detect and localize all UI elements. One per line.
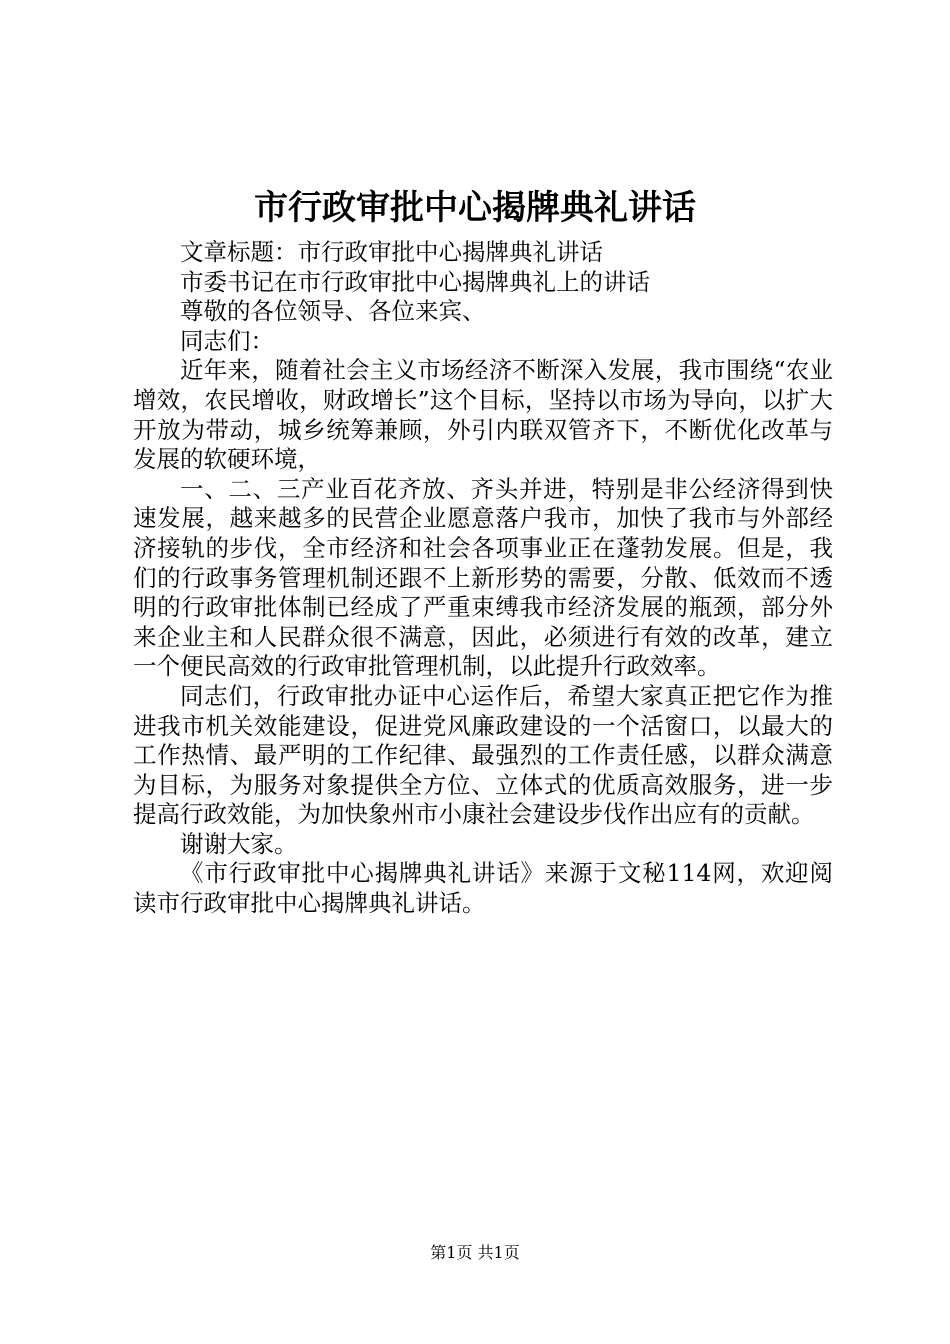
paragraph: 近年来，随着社会主义市场经济不断深入发展，我市围绕“农业增效，农民增收，财政增长”这个目标，坚持以市场为导向，以扩大开放为带动，城乡统筹兼顾，外引内联双管齐下，不断优化改革与发展的软硬环境， (133, 356, 833, 474)
paragraph: 一、二、三产业百花齐放、齐头并进，特别是非公经济得到快速发展，越来越多的民营企业愿意落户我市，加快了我市与外部经济接轨的步伐，全市经济和社会各项事业正在蓬勃发展。但是，我们的行政事务管理机制还跟不上新形势的需要，分散、低效而不透明的行政审批体制已经成了严重束缚我市经济发展的瓶颈，部分外来企业主和人民群众很不满意，因此，必须进行有效的改革，建立一个便民高效的行政审批管理机制，以此提升行政效率。 (133, 474, 833, 681)
source-note: 《市行政审批中心揭牌典礼讲话》来源于文秘114网，欢迎阅读市行政审批中心揭牌典礼讲话。 (133, 859, 833, 918)
page-number: 第1页 共1页 (430, 1243, 520, 1262)
salutation: 尊敬的各位领导、各位来宾、 (180, 297, 486, 326)
paragraph: 同志们，行政审批办证中心运作后，希望大家真正把它作为推进我市机关效能建设，促进党风廉政建设的一个活窗口，以最大的工作热情、最严明的工作纪律、最强烈的工作责任感，以群众满意为目标，为服务对象提供全方位、立体式的优质高效服务，进一步提高行政效能，为加快象州市小康社会建设步伐作出应有的贡献。 (133, 681, 833, 829)
salutation-comrades: 同志们： (180, 326, 274, 355)
document-body (133, 238, 833, 919)
article-title-line: 文章标题：市行政审批中心揭牌典礼讲话 (180, 238, 603, 266)
speech-subtitle: 市委书记在市行政审批中心揭牌典礼上的讲话 (180, 267, 650, 296)
closing-thanks: 谢谢大家。 (180, 829, 298, 858)
document-title: 市行政审批中心揭牌典礼讲话 (254, 188, 696, 228)
